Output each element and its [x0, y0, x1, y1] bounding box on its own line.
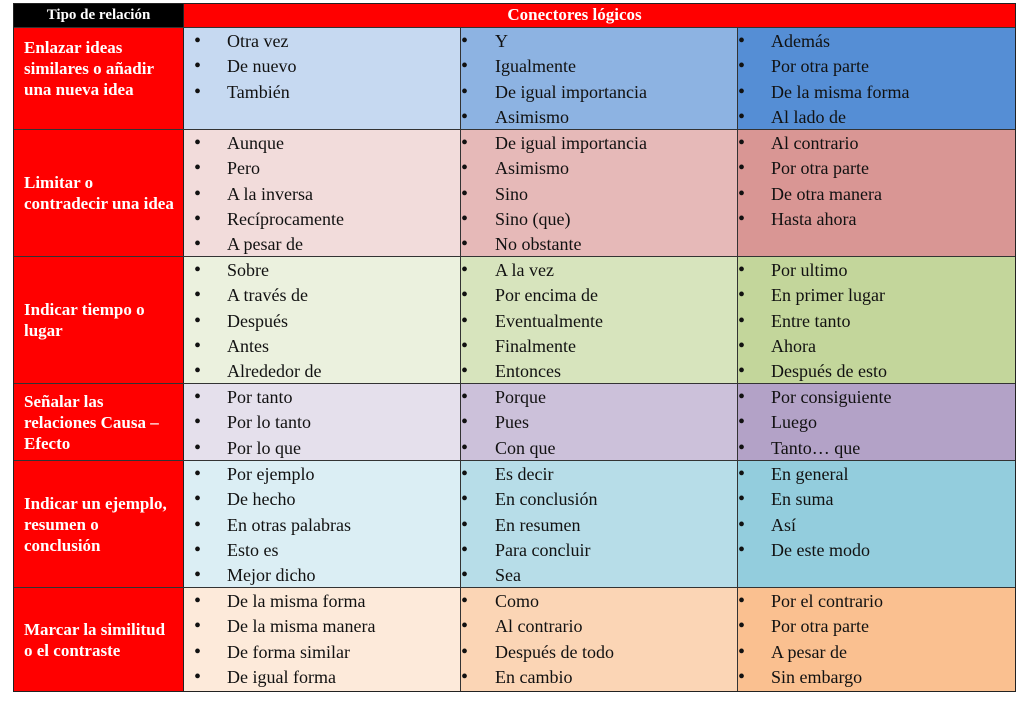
- list-item: • Como: [461, 589, 737, 614]
- list-item: • Entonces: [461, 359, 737, 384]
- connector-list: [184, 462, 460, 588]
- connector-list: [461, 131, 737, 257]
- list-item: • De nuevo: [184, 54, 460, 79]
- list-item: • Con que: [461, 436, 737, 461]
- connector-list: [184, 385, 460, 461]
- table-row: [14, 384, 1015, 461]
- connector-list-cell: [184, 588, 461, 691]
- list-item: • En resumen: [461, 513, 737, 538]
- connector-list-cell: [461, 130, 738, 256]
- connector-list: [738, 258, 1015, 384]
- connector-list: [738, 589, 1015, 690]
- relation-type-cell: Marcar la similitud o el contraste: [14, 588, 184, 691]
- list-item: • Por tanto: [184, 385, 460, 410]
- connector-list-cell: [461, 461, 738, 587]
- list-item: • Luego: [738, 410, 1015, 435]
- connector-list: [738, 462, 1015, 563]
- connector-list-cell: [738, 257, 1015, 383]
- list-item: • De hecho: [184, 487, 460, 512]
- list-item: • Para concluir: [461, 538, 737, 563]
- list-item: • Además: [738, 29, 1015, 54]
- list-item: • Después de todo: [461, 640, 737, 665]
- table-row: [14, 28, 1015, 130]
- list-item: • Por otra parte: [738, 54, 1015, 79]
- list-item: • Por el contrario: [738, 589, 1015, 614]
- list-item: • A través de: [184, 283, 460, 308]
- list-item: • Es decir: [461, 462, 737, 487]
- connector-list-cell: [184, 130, 461, 256]
- table-row: [14, 257, 1015, 384]
- list-item: • Antes: [184, 334, 460, 359]
- connector-list-cell: [738, 28, 1015, 129]
- list-item: • Y: [461, 29, 737, 54]
- type-header: Tipo de relación: [14, 4, 184, 27]
- list-item: • Sino: [461, 182, 737, 207]
- connector-list-cell: [184, 461, 461, 587]
- list-item: • De forma similar: [184, 640, 460, 665]
- connector-list: [738, 385, 1015, 461]
- list-item: • Otra vez: [184, 29, 460, 54]
- list-item: • Por otra parte: [738, 156, 1015, 181]
- connector-list: [184, 589, 460, 690]
- connector-list-cell: [184, 257, 461, 383]
- list-item: • Hasta ahora: [738, 207, 1015, 232]
- list-item: • Recíprocamente: [184, 207, 460, 232]
- list-item: • Ahora: [738, 334, 1015, 359]
- connector-list-cell: [738, 384, 1015, 460]
- list-item: • No obstante: [461, 232, 737, 257]
- list-item: • Sobre: [184, 258, 460, 283]
- list-item: • A la vez: [461, 258, 737, 283]
- list-item: • Mejor dicho: [184, 563, 460, 588]
- list-item: • Sin embargo: [738, 665, 1015, 690]
- list-item: • Sino (que): [461, 207, 737, 232]
- list-item: • Al lado de: [738, 105, 1015, 130]
- relation-type-cell: Indicar tiempo o lugar: [14, 257, 184, 383]
- table-row: [14, 461, 1015, 588]
- connector-list-cell: [461, 28, 738, 129]
- list-item: • Por lo tanto: [184, 410, 460, 435]
- connector-list: [461, 258, 737, 384]
- list-item: • Pues: [461, 410, 737, 435]
- list-item: • De igual importancia: [461, 131, 737, 156]
- list-item: • En otras palabras: [184, 513, 460, 538]
- connector-list: [461, 29, 737, 130]
- list-item: • Tanto… que: [738, 436, 1015, 461]
- connector-list: [738, 29, 1015, 130]
- list-item: • Por consiguiente: [738, 385, 1015, 410]
- connector-list-cell: [738, 461, 1015, 587]
- connector-list: [461, 589, 737, 690]
- list-item: • De otra manera: [738, 182, 1015, 207]
- list-item: • De igual forma: [184, 665, 460, 690]
- list-item: • En primer lugar: [738, 283, 1015, 308]
- list-item: • Eventualmente: [461, 309, 737, 334]
- list-item: • En suma: [738, 487, 1015, 512]
- list-item: • De este modo: [738, 538, 1015, 563]
- connector-list-cell: [461, 588, 738, 691]
- list-item: • Por encima de: [461, 283, 737, 308]
- list-item: • Asimismo: [461, 105, 737, 130]
- connector-list: [461, 462, 737, 588]
- connector-list-cell: [738, 588, 1015, 691]
- list-item: • De la misma forma: [184, 589, 460, 614]
- list-item: • De igual importancia: [461, 80, 737, 105]
- list-item: • Sea: [461, 563, 737, 588]
- list-item: • De la misma manera: [184, 614, 460, 639]
- relation-type-cell: Indicar un ejemplo, resumen o conclusión: [14, 461, 184, 587]
- connector-list-cell: [461, 384, 738, 460]
- list-item: • Finalmente: [461, 334, 737, 359]
- connector-list: [184, 131, 460, 257]
- list-item: • Al contrario: [461, 614, 737, 639]
- list-item: • Después: [184, 309, 460, 334]
- list-item: • Al contrario: [738, 131, 1015, 156]
- connector-list-cell: [738, 130, 1015, 256]
- connector-list-cell: [461, 257, 738, 383]
- list-item: • En cambio: [461, 665, 737, 690]
- list-item: • Entre tanto: [738, 309, 1015, 334]
- list-item: • Por ejemplo: [184, 462, 460, 487]
- list-item: • Esto es: [184, 538, 460, 563]
- table-row: [14, 588, 1015, 691]
- list-item: • A pesar de: [184, 232, 460, 257]
- list-item: • Por lo que: [184, 436, 460, 461]
- list-item: • En general: [738, 462, 1015, 487]
- list-item: • También: [184, 80, 460, 105]
- connector-list: [184, 258, 460, 384]
- list-item: • A la inversa: [184, 182, 460, 207]
- relation-type-cell: Enlazar ideas similares o añadir una nueva idea: [14, 28, 184, 129]
- connectors-table: [13, 3, 1016, 692]
- list-item: • A pesar de: [738, 640, 1015, 665]
- list-item: • Porque: [461, 385, 737, 410]
- connector-list-cell: [184, 384, 461, 460]
- table-header-row: [14, 4, 1015, 28]
- list-item: • Así: [738, 513, 1015, 538]
- list-item: • De la misma forma: [738, 80, 1015, 105]
- connector-list: [738, 131, 1015, 232]
- list-item: • Por otra parte: [738, 614, 1015, 639]
- list-item: • Por ultimo: [738, 258, 1015, 283]
- connector-list: [184, 29, 460, 105]
- connector-list-cell: [184, 28, 461, 129]
- relation-type-cell: Señalar las relaciones Causa – Efecto: [14, 384, 184, 460]
- list-item: • Aunque: [184, 131, 460, 156]
- list-item: • Igualmente: [461, 54, 737, 79]
- list-item: • Asimismo: [461, 156, 737, 181]
- table-row: [14, 130, 1015, 257]
- list-item: • Después de esto: [738, 359, 1015, 384]
- list-item: • Alrededor de: [184, 359, 460, 384]
- list-item: • Pero: [184, 156, 460, 181]
- list-item: • En conclusión: [461, 487, 737, 512]
- relation-type-cell: Limitar o contradecir una idea: [14, 130, 184, 256]
- connector-list: [461, 385, 737, 461]
- connectors-header: Conectores lógicos: [184, 4, 1015, 27]
